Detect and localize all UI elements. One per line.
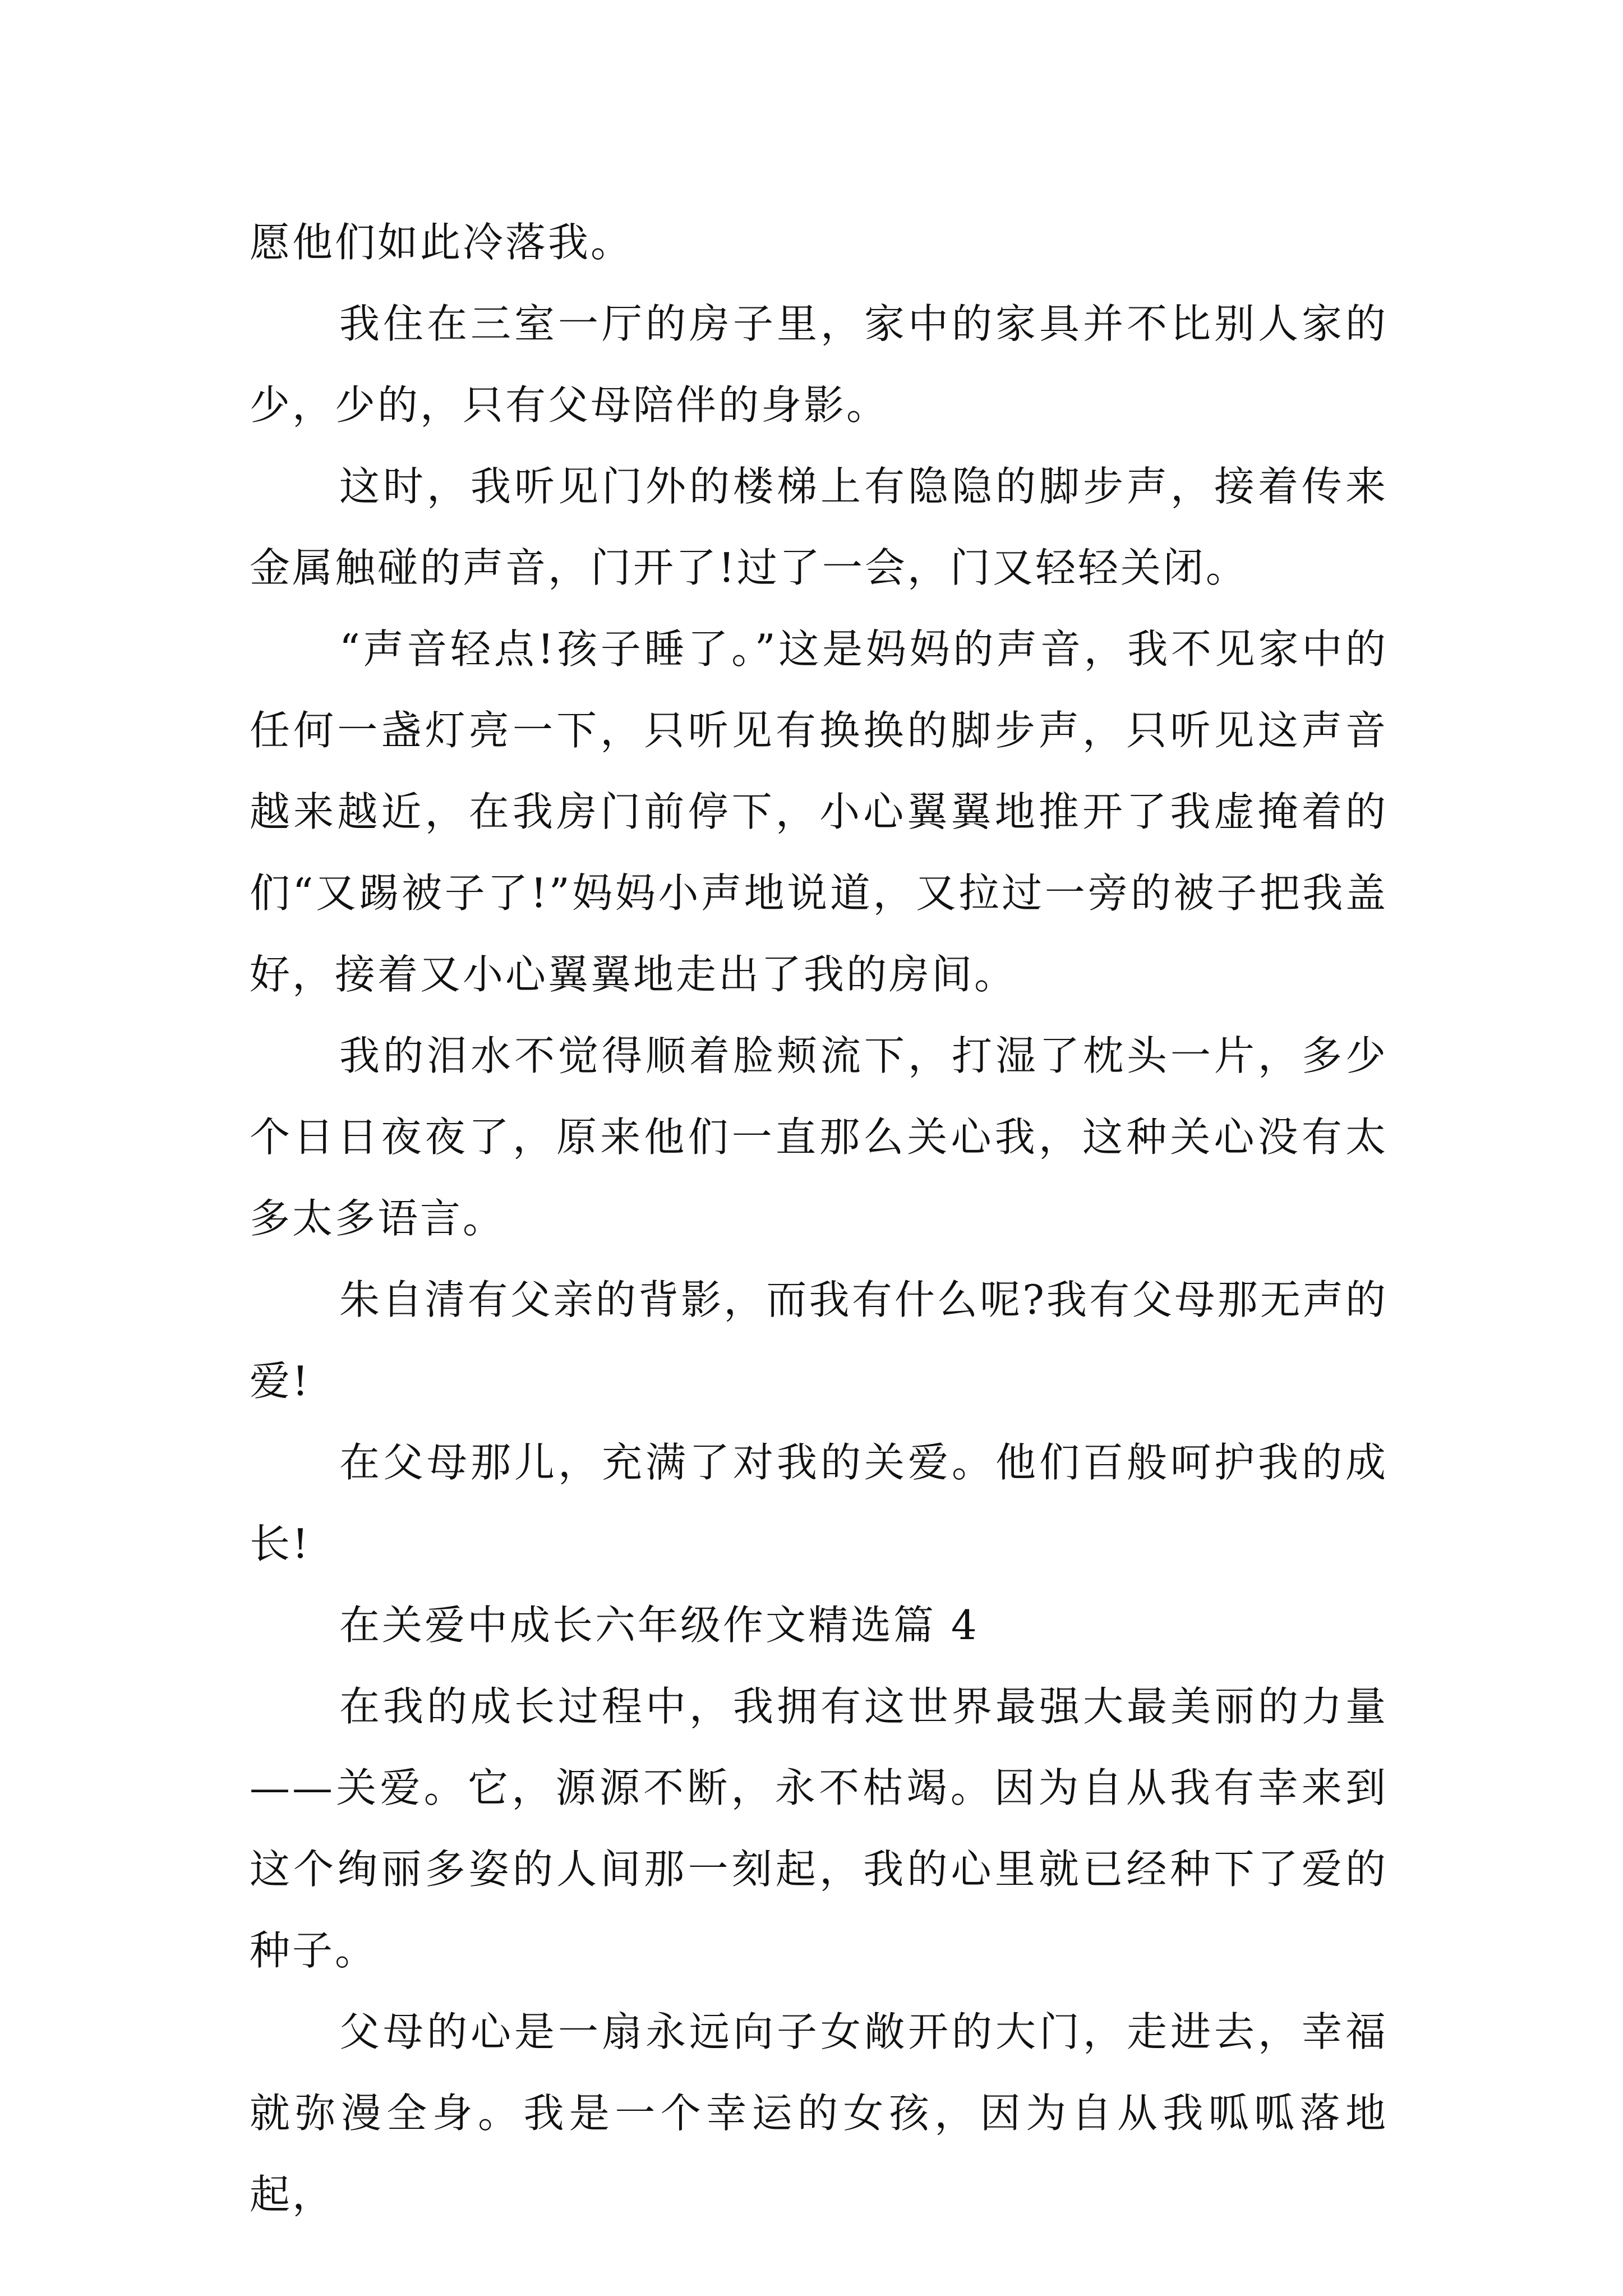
paragraph-8: 在我的成长过程中，我拥有这世界最强大最美丽的力量——关爱。它，源源不断，永不枯竭。因为自从我有幸来到这个绚丽多姿的人间那一刻起，我的心里就已经种下了爱的种子。: [250, 1683, 1388, 1974]
paragraph-2: 我住在三室一厅的房子里，家中的家具并不比别人家的少，少的，只有父母陪伴的身影。: [250, 300, 1388, 429]
paragraph-4: “声音轻点!孩子睡了。”这是妈妈的声音，我不见家中的任何一盏灯亮一下，只听见有换换的脚步声，只听见这声音越来越近，在我房门前停下，小心翼翼地推开了我虚掩着的们“又踢被子了!”妈妈小声地说道，又拉过一旁的被子把我盖好，接着又小心翼翼地走出了我的房间。: [250, 625, 1388, 998]
section-heading: 在关爱中成长六年级作文精选篇 4: [339, 1602, 979, 1649]
paragraph-7: 在父母那儿，充满了对我的关爱。他们百般呵护我的成长!: [250, 1439, 1388, 1567]
paragraph-1: 愿他们如此冷落我。: [250, 219, 634, 266]
paragraph-9: 父母的心是一扇永远向子女敞开的大门，走进去，幸福就弥漫全身。我是一个幸运的女孩，因为自从我呱呱落地起，: [250, 2008, 1388, 2218]
document-body: [250, 202, 1388, 2235]
paragraph-5: 我的泪水不觉得顺着脸颊流下，打湿了枕头一片，多少个日日夜夜了，原来他们一直那么关心我，这种关心没有太多太多语言。: [250, 1032, 1388, 1242]
paragraph-6: 朱自清有父亲的背影，而我有什么呢?我有父母那无声的爱!: [250, 1276, 1388, 1405]
paragraph-3: 这时，我听见门外的楼梯上有隐隐的脚步声，接着传来金属触碰的声音，门开了!过了一会，门又轻轻关闭。: [250, 463, 1388, 591]
